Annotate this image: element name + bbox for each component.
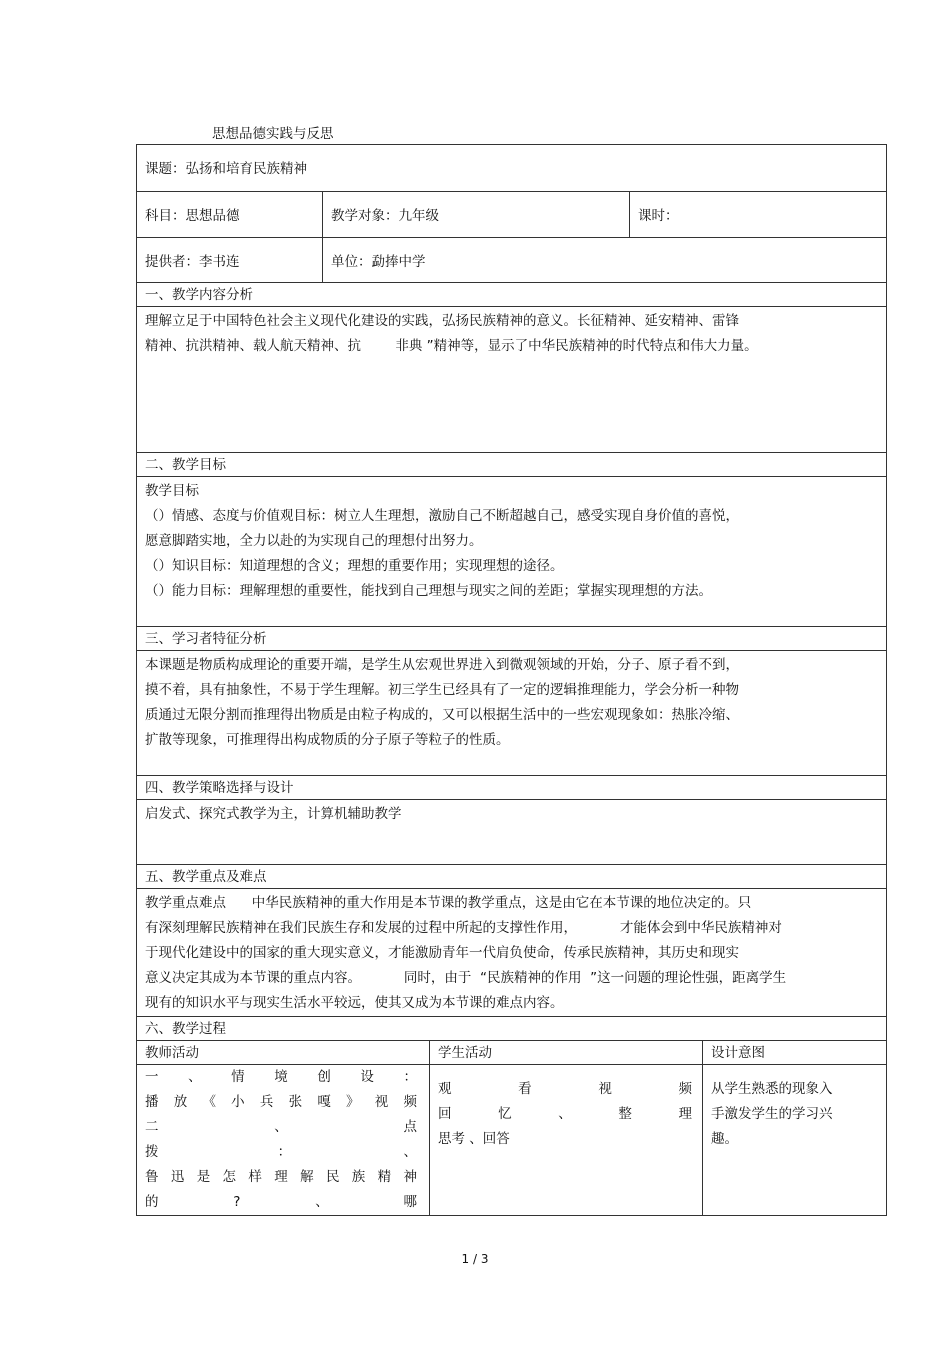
- text-line: 精神、抗洪精神、载人航天精神、抗 非典 ”精神等，显示了中华民族精神的时代特点和伟大力量。: [145, 338, 758, 354]
- text-line: 现有的知识水平与现实生活水平较远，使其又成为本节课的难点内容。: [145, 995, 564, 1011]
- text-line: 启发式、探究式教学为主，计算机辅助教学: [145, 806, 402, 822]
- text-line: 一、情境创设：: [145, 1069, 417, 1085]
- section-heading: 五、教学重点及难点: [137, 865, 887, 889]
- class-hours-label: 课时：: [638, 208, 679, 224]
- section-heading: 四、教学策略选择与设计: [137, 776, 887, 800]
- section-body: [137, 800, 887, 865]
- text-line: 的?、哪: [145, 1194, 417, 1210]
- unit-cell: [323, 238, 887, 283]
- text-line: 愿意脚踏实地，全力以赴的为实现自己的理想付出努力。: [145, 533, 483, 549]
- subject-cell: [137, 192, 323, 238]
- text-line: 二、点: [145, 1119, 417, 1135]
- audience-label: 教学对象：九年级: [331, 208, 439, 224]
- text-line: 教学重点难点 中华民族精神的重大作用是本节课的教学重点，这是由它在本节课的地位决定的。只: [145, 895, 752, 911]
- text-line: 播放《小兵张嘎》视频: [145, 1094, 417, 1110]
- section-body: [137, 307, 887, 453]
- text-line: （）能力目标：理解理想的重要性，能找到自己理想与现实之间的差距；掌握实现理想的方法。: [145, 583, 712, 599]
- topic-label: 课题：弘扬和培育民族精神: [145, 161, 307, 177]
- class-hours-cell: [630, 192, 887, 238]
- section-body: [137, 477, 887, 627]
- text-line: （）知识目标：知道理想的含义；理想的重要作用；实现理想的途径。: [145, 558, 564, 574]
- section-heading: 一、教学内容分析: [137, 283, 887, 307]
- lesson-plan-table: [136, 144, 887, 1216]
- text-line: 拨：、: [145, 1144, 417, 1160]
- section-body: [137, 651, 887, 776]
- teacher-activity-cell: [137, 1065, 430, 1216]
- text-line: 回忆、整理: [438, 1106, 692, 1122]
- text-line: （）情感、态度与价值观目标：树立人生理想，激励自己不断超越自己，感受实现自身价值的喜悦，: [145, 508, 739, 524]
- text-line: 鲁迅是怎样理解民族精神: [145, 1169, 417, 1185]
- audience-cell: [323, 192, 630, 238]
- design-intent-cell: [703, 1065, 887, 1216]
- unit-label: 单位：勐捧中学: [331, 254, 426, 270]
- text-line: 理解立足于中国特色社会主义现代化建设的实践，弘扬民族精神的意义。长征精神、延安精神、雷锋: [145, 313, 739, 329]
- section-heading: 二、教学目标: [137, 453, 887, 477]
- topic-cell: [137, 145, 887, 192]
- column-header-design: 设计意图: [703, 1041, 887, 1065]
- text-line: 意义决定其成为本节课的重点内容。 同时，由于 “民族精神的作用 ”这一问题的理论性强，距离学生: [145, 970, 787, 986]
- page-number: 1 / 3: [461, 1252, 489, 1266]
- text-line: 扩散等现象，可推理得出构成物质的分子原子等粒子的性质。: [145, 732, 510, 748]
- text-line: 本课题是物质构成理论的重要开端，是学生从宏观世界进入到微观领域的开始，分子、原子看不到，: [145, 657, 739, 673]
- text-line: 有深刻理解民族精神在我们民族生存和发展的过程中所起的支撑性作用， 才能体会到中华民族精神对: [145, 920, 782, 936]
- text-line: 教学目标: [145, 483, 199, 499]
- text-line: 观看视频: [438, 1081, 692, 1097]
- text-line: 手激发学生的学习兴: [711, 1106, 833, 1122]
- provider-cell: [137, 238, 323, 283]
- text-line: 趣。: [711, 1131, 738, 1147]
- column-header-teacher: 教师活动: [137, 1041, 430, 1065]
- text-line: 从学生熟悉的现象入: [711, 1081, 833, 1097]
- subject-label: 科目：思想品德: [145, 208, 240, 224]
- text-line: 摸不着，具有抽象性，不易于学生理解。初三学生已经具有了一定的逻辑推理能力，学会分析一种物: [145, 682, 739, 698]
- provider-label: 提供者：李书连: [145, 254, 240, 270]
- student-activity-cell: [430, 1065, 703, 1216]
- text-line: 思考 、回答: [438, 1131, 510, 1147]
- section-heading: 三、学习者特征分析: [137, 627, 887, 651]
- text-line: 质通过无限分割而推理得出物质是由粒子构成的，又可以根据生活中的一些宏观现象如：热胀冷缩、: [145, 707, 739, 723]
- section-heading: 六、教学过程: [137, 1017, 887, 1041]
- document-title: 思想品德实践与反思: [212, 126, 334, 142]
- column-header-student: 学生活动: [430, 1041, 703, 1065]
- section-body: [137, 889, 887, 1017]
- text-line: 于现代化建设中的国家的重大现实意义，才能激励青年一代肩负使命，传承民族精神，其历史和现实: [145, 945, 739, 961]
